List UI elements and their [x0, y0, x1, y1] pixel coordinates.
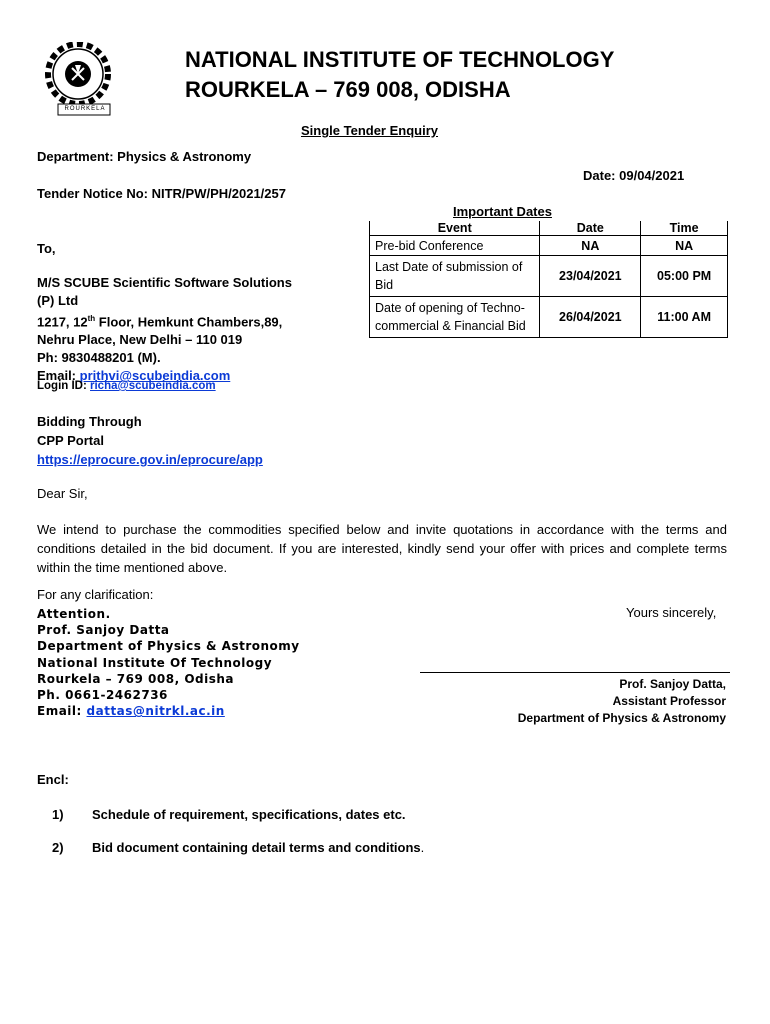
event-cell: Last Date of submission of Bid [370, 256, 540, 297]
header-line-2: ROURKELA – 769 008, ODISHA [185, 77, 511, 102]
addressee-name-2: (P) Ltd [37, 293, 79, 308]
header-line-1: NATIONAL INSTITUTE OF TECHNOLOGY [185, 47, 615, 72]
bidding-line-2: CPP Portal [37, 433, 104, 448]
addressee-address-1: 1217, 12th Floor, Hemkunt Chambers,89, [37, 314, 283, 330]
table-row [370, 256, 728, 297]
enclosures-label: Encl: [37, 772, 69, 787]
date-cell: 26/04/2021 [540, 297, 641, 338]
signatory-title: Assistant Professor [612, 694, 726, 708]
enclosure-text-1: Schedule of requirement, specifications, dates etc. [92, 807, 406, 822]
event-cell: Date of opening of Techno-commercial & Financial Bid [370, 297, 540, 338]
time-cell: 05:00 PM [641, 256, 728, 297]
signatory-dept: Department of Physics & Astronomy [517, 711, 726, 725]
department: Department: Physics & Astronomy [37, 149, 252, 164]
logo-bottom-text: ROURKELA [64, 106, 106, 112]
bidding-block [37, 412, 263, 469]
attention: Attention. [37, 607, 111, 621]
table-header-row [370, 221, 728, 236]
addressee-name-1: M/S SCUBE Scientific Software Solutions [37, 275, 292, 290]
enclosure-item-2: Bid document containing detail terms and conditions. [92, 840, 425, 855]
closing: Yours sincerely, [626, 605, 717, 620]
time-cell: NA [641, 236, 728, 256]
date: Date: 09/04/2021 [583, 168, 685, 183]
email-link[interactable]: prithvi@scubeindia.com [79, 368, 231, 384]
cpp-portal-link[interactable]: https://eprocure.gov.in/eprocure/app [37, 452, 263, 467]
contact-address: Rourkela – 769 008, Odisha [37, 671, 235, 686]
col-header-date: Date [540, 221, 641, 236]
institute-logo [40, 42, 126, 118]
time-cell: 11:00 AM [641, 297, 728, 338]
signature-line [420, 672, 730, 673]
to-label: To, [37, 241, 56, 256]
col-header-time: Time [641, 221, 728, 236]
clarification-label: For any clarification: [37, 587, 154, 602]
body-paragraph: We intend to purchase the commodities specified below and invite quotations in accordance with the terms and conditions detailed in the bid document. If you are interested, kindly send your offer with prices and complete terms within the time mentioned above. [37, 522, 727, 575]
important-dates-table [369, 221, 728, 338]
important-dates-title: Important Dates [453, 204, 552, 219]
contact-block [37, 606, 300, 719]
salutation: Dear Sir, [37, 486, 88, 501]
login-email-link[interactable]: richa@scubeindia.com [90, 380, 216, 392]
contact-email: Email: dattas@nitrkl.ac.in [37, 704, 225, 719]
enclosure-num-1: 1) [52, 807, 64, 822]
signatory-name: Prof. Sanjoy Datta, [619, 677, 726, 691]
col-header-event: Event [370, 221, 540, 236]
contact-phone: Ph. 0661-2462736 [37, 688, 168, 703]
tender-notice-no: Tender Notice No: NITR/PW/PH/2021/257 [37, 186, 286, 201]
addressee-phone: Ph: 9830488201 (M). [37, 350, 161, 366]
addressee-block [37, 274, 292, 385]
table-row [370, 236, 728, 256]
signature-block [518, 676, 726, 727]
contact-email-link[interactable]: dattas@nitrkl.ac.in [86, 704, 225, 719]
contact-inst: National Institute Of Technology [37, 655, 273, 670]
enclosure-num-2: 2) [52, 840, 64, 855]
addressee-email: Email: prithvi@scubeindia.com [37, 368, 231, 384]
doc-title: Single Tender Enquiry [301, 123, 439, 138]
contact-name: Prof. Sanjoy Datta [37, 623, 170, 638]
addressee-address-2: Nehru Place, New Delhi – 110 019 [37, 332, 243, 348]
table-row [370, 297, 728, 338]
enclosure-text-2: Bid document containing detail terms and conditions [92, 840, 421, 855]
contact-dept: Department of Physics & Astronomy [37, 639, 300, 654]
date-cell: NA [540, 236, 641, 256]
event-cell: Pre-bid Conference [370, 236, 540, 256]
login-id: Login ID: richa@scubeindia.com [37, 380, 216, 392]
bidding-line-1: Bidding Through [37, 414, 142, 429]
date-cell: 23/04/2021 [540, 256, 641, 297]
